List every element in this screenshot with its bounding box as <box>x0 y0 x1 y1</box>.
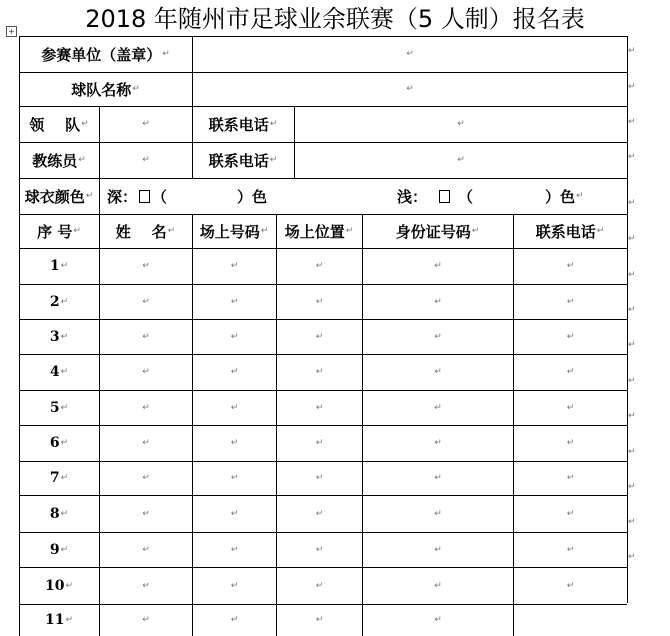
coach-phone-input[interactable]: ↵ <box>457 155 465 165</box>
table-divider <box>513 214 514 636</box>
jersey-light: 浅： （ ）色 ↵ <box>397 187 584 206</box>
table-cell[interactable]: ↵ <box>142 615 150 625</box>
table-cell[interactable]: ↵ <box>230 367 239 377</box>
row-number: 7 ↵ <box>49 470 69 486</box>
table-cell[interactable]: ↵ <box>230 580 239 591</box>
table-divider <box>19 425 627 426</box>
column-id-header: 身份证号码 ↵ <box>395 222 480 241</box>
table-cell[interactable]: ↵ <box>434 438 442 448</box>
unit-input[interactable]: ↵ <box>406 49 414 59</box>
leader-label: 领 队 ↵ <box>29 115 89 134</box>
paragraph-mark: ↵ <box>628 517 636 527</box>
table-divider <box>99 214 100 636</box>
table-cell[interactable]: ↵ <box>142 367 150 377</box>
table-cell[interactable]: ↵ <box>315 367 324 377</box>
table-cell[interactable]: ↵ <box>142 296 150 307</box>
table-cell[interactable]: ↵ <box>566 296 575 307</box>
table-cell[interactable]: ↵ <box>230 438 239 448</box>
row-number: 1 ↵ <box>49 258 69 274</box>
jersey-light-open: （ <box>458 187 474 206</box>
table-cell[interactable]: ↵ <box>142 580 150 591</box>
table-cell[interactable]: ↵ <box>142 261 150 271</box>
row-number: 5 ↵ <box>49 399 69 416</box>
paragraph-mark: ↵ <box>628 117 636 127</box>
paragraph-mark: ↵ <box>628 234 636 244</box>
table-divider <box>192 106 193 178</box>
table-divider <box>19 106 627 107</box>
jersey-dark-label: 深： <box>107 187 138 206</box>
column-position-header: 场上位置 ↵ <box>284 222 354 241</box>
table-cell[interactable]: ↵ <box>230 544 239 555</box>
table-cell[interactable]: ↵ <box>315 580 324 591</box>
table-divider <box>19 604 627 605</box>
paragraph-mark: ↵ <box>628 552 636 562</box>
table-divider <box>19 36 20 636</box>
paragraph-mark: ↵ <box>628 482 636 492</box>
table-cell[interactable]: ↵ <box>142 508 150 519</box>
column-seq-header: 序 号 ↵ <box>37 222 81 241</box>
table-cell[interactable]: ↵ <box>434 367 442 377</box>
table-divider <box>276 214 277 636</box>
jersey-light-checkbox[interactable] <box>439 190 450 203</box>
coach-input[interactable]: ↵ <box>142 155 150 165</box>
table-divider <box>294 106 295 178</box>
row-number: 2 ↵ <box>49 293 69 310</box>
table-cell[interactable]: ↵ <box>566 331 575 342</box>
table-cell[interactable]: ↵ <box>434 402 442 413</box>
table-cell[interactable]: ↵ <box>142 473 150 483</box>
team-name-label: 球队名称 ↵ <box>71 80 140 99</box>
paragraph-mark: ↵ <box>628 82 636 92</box>
table-cell[interactable]: ↵ <box>434 544 442 555</box>
paragraph-mark: ↵ <box>628 376 636 386</box>
table-cell[interactable] <box>513 604 627 636</box>
leader-phone-input[interactable]: ↵ <box>457 119 465 129</box>
column-number-header: 场上号码 ↵ <box>199 222 269 241</box>
table-cell[interactable]: ↵ <box>566 580 575 591</box>
table-divider <box>19 142 627 143</box>
jersey-dark-close: ）色 <box>237 187 268 206</box>
jersey-dark-checkbox[interactable] <box>139 190 150 203</box>
row-number: 9 ↵ <box>49 541 69 558</box>
table-cell[interactable]: ↵ <box>434 508 442 519</box>
table-cell[interactable]: ↵ <box>315 544 324 555</box>
paragraph-mark: ↵ <box>628 340 636 350</box>
unit-label: 参赛单位（盖章） ↵ <box>41 45 170 64</box>
table-cell[interactable]: ↵ <box>566 402 575 413</box>
table-divider <box>99 178 100 214</box>
jersey-dark <box>107 178 267 214</box>
table-cell[interactable]: ↵ <box>434 331 442 342</box>
jersey-light-label: 浅： <box>397 187 428 206</box>
table-cell[interactable]: ↵ <box>434 580 442 591</box>
column-phone-header: 联系电话 ↵ <box>535 222 605 241</box>
table-cell[interactable]: ↵ <box>566 438 575 448</box>
table-cell[interactable]: ↵ <box>230 296 239 307</box>
table-cell[interactable]: ↵ <box>142 438 150 448</box>
table-divider <box>362 214 363 636</box>
table-cell[interactable]: ↵ <box>315 508 324 519</box>
table-divider <box>19 567 627 568</box>
leader-phone-label: 联系电话 ↵ <box>208 115 278 134</box>
table-cell[interactable]: ↵ <box>230 473 239 483</box>
jersey-color-label: 球衣颜色 ↵ <box>24 187 94 206</box>
table-divider <box>19 178 627 179</box>
paragraph-mark: ↵ <box>628 270 636 280</box>
table-cell[interactable]: ↵ <box>566 261 575 271</box>
table-divider <box>19 214 627 215</box>
table-cell[interactable]: ↵ <box>315 261 324 271</box>
row-number: 4 ↵ <box>49 364 69 380</box>
table-cell[interactable]: ↵ <box>142 402 150 413</box>
table-cell[interactable]: ↵ <box>315 402 324 413</box>
table-cell[interactable]: ↵ <box>230 261 239 271</box>
table-move-handle-icon[interactable]: + <box>6 26 17 37</box>
table-cell[interactable]: ↵ <box>142 544 150 555</box>
paragraph-mark: ↵ <box>628 447 636 457</box>
table-divider <box>19 72 627 73</box>
table-cell[interactable]: ↵ <box>434 296 442 307</box>
table-divider <box>192 214 193 636</box>
table-divider <box>99 106 100 178</box>
table-cell[interactable]: ↵ <box>230 402 239 413</box>
paragraph-mark: ↵ <box>628 305 636 315</box>
table-cell[interactable]: ↵ <box>315 438 324 448</box>
jersey-dark-open: （ <box>152 187 168 206</box>
jersey-dark-input[interactable] <box>167 186 237 206</box>
table-cell[interactable]: ↵ <box>315 473 324 483</box>
registration-form-table <box>19 36 627 636</box>
table-cell[interactable]: ↵ <box>566 367 575 377</box>
table-cell[interactable]: ↵ <box>230 331 239 342</box>
table-cell[interactable]: ↵ <box>230 615 239 625</box>
table-cell[interactable]: ↵ <box>315 615 324 625</box>
table-cell[interactable]: ↵ <box>566 508 575 519</box>
table-cell[interactable]: ↵ <box>434 615 442 625</box>
coach-phone-label: 联系电话 ↵ <box>208 151 278 170</box>
table-divider <box>19 284 627 285</box>
table-divider <box>192 36 193 106</box>
table-divider <box>19 354 627 355</box>
table-divider <box>19 495 627 496</box>
table-cell[interactable]: ↵ <box>566 473 575 483</box>
paragraph-mark: ↵ <box>628 411 636 421</box>
row-number: 8 ↵ <box>49 505 69 522</box>
table-divider <box>19 532 627 533</box>
page-title: 2018 年随州市足球业余联赛（5 人制）报名表 <box>85 5 585 33</box>
table-cell[interactable]: ↵ <box>142 331 150 342</box>
leader-input[interactable]: ↵ <box>142 119 150 129</box>
table-divider <box>19 461 627 462</box>
table-divider <box>19 248 627 249</box>
table-cell[interactable]: ↵ <box>315 331 324 342</box>
row-number: 3 ↵ <box>49 328 69 345</box>
paragraph-mark: ↵ <box>628 46 636 56</box>
paragraph-mark: ↵ <box>628 198 636 208</box>
table-cell[interactable]: ↵ <box>566 544 575 555</box>
row-number: 11 ↵ <box>44 612 74 628</box>
table-divider <box>19 390 627 391</box>
jersey-light-close: ）色 <box>545 187 576 206</box>
coach-label: 教练员 ↵ <box>32 151 86 170</box>
row-number: 10 ↵ <box>44 577 74 594</box>
table-divider <box>19 319 627 320</box>
table-cell[interactable]: ↵ <box>230 508 239 519</box>
column-name-header: 姓 名 ↵ <box>115 222 176 241</box>
jersey-light-input[interactable] <box>473 186 545 206</box>
row-number: 6 ↵ <box>49 435 69 451</box>
paragraph-mark: ↵ <box>628 152 636 162</box>
table-divider <box>19 36 627 37</box>
table-cell[interactable]: ↵ <box>434 261 442 271</box>
table-cell[interactable]: ↵ <box>315 296 324 307</box>
table-cell[interactable]: ↵ <box>434 473 442 483</box>
team-name-input[interactable]: ↵ <box>406 84 414 94</box>
